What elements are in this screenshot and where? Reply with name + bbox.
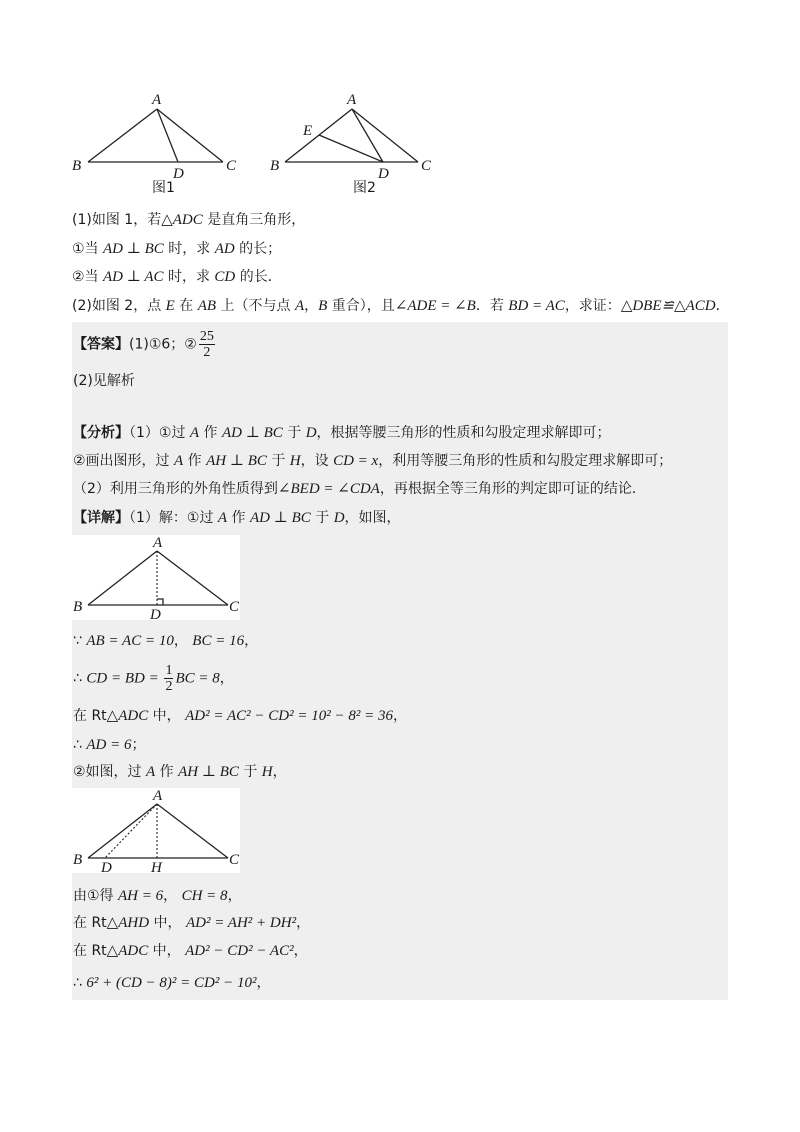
math-expression: AD ⊥ BC xyxy=(103,241,164,257)
math-expression: △ADC xyxy=(161,212,203,228)
math-expression: △AHD xyxy=(106,915,150,931)
vertex-label-d: D xyxy=(150,607,161,620)
math-expression: AH ⊥ BC xyxy=(178,764,239,780)
figure-4-drawing xyxy=(72,788,240,873)
detail-text: ， xyxy=(296,915,311,931)
question-part1-case2 xyxy=(72,268,282,286)
detail-text: （1）解：①过 xyxy=(129,510,218,526)
math-expression: AD² = AC² − CD² = 10² − 8² = 36 xyxy=(185,708,393,724)
figure-3 xyxy=(72,535,240,620)
detail-text: ②如图，过 xyxy=(73,764,147,780)
analysis-line-2 xyxy=(73,452,672,470)
detail-text: ∴ xyxy=(73,737,87,753)
detail-text: ， xyxy=(227,888,242,904)
question-text: (2)如图 2，点 xyxy=(72,298,166,314)
detail-text: 在 Rt xyxy=(73,943,107,959)
detail-text: ， xyxy=(219,670,234,687)
answer-text: (2)见解析 xyxy=(73,373,135,389)
math-expression: CH = 8 xyxy=(181,888,228,904)
detail-line-10 xyxy=(73,974,271,992)
math-expression: AD² = AH² + DH² xyxy=(185,915,297,931)
analysis-text: 于 xyxy=(282,425,306,441)
detail-line-6 xyxy=(73,763,287,781)
detail-text: 中， xyxy=(149,915,186,931)
detail-text: ， xyxy=(293,943,308,959)
math-expression: B xyxy=(318,298,328,314)
analysis-text: ②画出图形，过 xyxy=(73,453,175,469)
detail-line-3 xyxy=(73,663,234,694)
math-expression: D xyxy=(333,510,345,526)
math-expression: AD ⊥ AC xyxy=(103,269,164,285)
fraction xyxy=(199,329,215,360)
answer-tag: 【答案】 xyxy=(73,336,129,353)
detail-text: ∴ xyxy=(73,975,87,991)
detail-text: ， xyxy=(163,888,182,904)
detail-line-7 xyxy=(73,887,242,905)
vertex-label-b: B xyxy=(270,158,280,174)
analysis-line-1 xyxy=(73,424,611,442)
vertex-label-d: D xyxy=(173,166,184,182)
vertex-label-c: C xyxy=(229,852,240,868)
analysis-text: 作 xyxy=(183,453,207,469)
vertex-label-a: A xyxy=(152,92,162,108)
solution-panel xyxy=(72,322,728,1000)
detail-text: 在 Rt xyxy=(73,708,107,724)
detail-text: 作 xyxy=(155,764,179,780)
question-text: 在 xyxy=(174,298,198,314)
answer-text: (1)①6；② xyxy=(129,336,197,353)
question-part1 xyxy=(72,211,305,229)
question-text: ．若 xyxy=(475,298,509,314)
figure-1 xyxy=(60,88,250,200)
detail-text: ∴ xyxy=(73,670,87,687)
math-expression: H xyxy=(289,453,301,469)
fraction-numerator: 1 xyxy=(165,663,173,678)
math-expression: 6² + (CD − 8)² = CD² − 10² xyxy=(86,975,257,991)
detail-text: ， xyxy=(272,764,287,780)
question-text: 上（不与点 xyxy=(216,298,295,314)
detail-text: ； xyxy=(131,737,146,753)
figure-2 xyxy=(260,88,450,200)
detail-line-1 xyxy=(73,509,401,527)
question-text: 时，求 xyxy=(163,269,215,285)
right-angle-mark xyxy=(157,599,163,605)
detail-text: 中， xyxy=(148,943,186,959)
math-expression: AD = 6 xyxy=(86,737,132,753)
segment-ac xyxy=(157,551,228,605)
fraction-numerator: 25 xyxy=(199,329,214,344)
math-expression: AB = AC = 10 xyxy=(86,633,174,649)
math-expression: A xyxy=(294,298,305,314)
question-part2 xyxy=(72,297,730,315)
math-expression: BC = 16 xyxy=(192,633,245,649)
figure-4 xyxy=(72,788,240,873)
detail-text: ， xyxy=(392,708,407,724)
figure-caption: 图1 xyxy=(152,180,175,196)
analysis-text: （2）利用三角形的外角性质得到 xyxy=(73,481,278,497)
math-expression: △DBE≌△ACD xyxy=(620,298,716,314)
math-expression: A xyxy=(189,425,200,441)
vertex-label-c: C xyxy=(229,599,240,615)
math-expression: D xyxy=(305,425,317,441)
math-expression: E xyxy=(165,298,175,314)
detail-text: ，如图， xyxy=(344,510,401,526)
segment-ab xyxy=(285,109,352,162)
analysis-text: ，利用等腰三角形的性质和勾股定理求解即可； xyxy=(378,453,673,469)
vertex-label-b: B xyxy=(73,599,83,615)
math-expression: ∠BED = ∠CDA xyxy=(277,481,380,497)
detail-line-9 xyxy=(73,942,308,960)
fraction xyxy=(164,663,173,694)
fraction-denominator: 2 xyxy=(165,679,173,694)
detail-text: 于 xyxy=(238,764,262,780)
math-expression: AH ⊥ BC xyxy=(206,453,267,469)
vertex-label-e: E xyxy=(303,123,313,139)
math-expression: AD ⊥ BC xyxy=(222,425,283,441)
detail-line-4 xyxy=(73,707,407,725)
detail-text: ， xyxy=(256,975,271,991)
question-text: 重合），且 xyxy=(327,298,395,314)
vertex-label-b: B xyxy=(72,158,82,174)
analysis-text: ，根据等腰三角形的性质和勾股定理求解即可； xyxy=(316,425,611,441)
vertex-label-c: C xyxy=(421,158,432,174)
detail-text: 于 xyxy=(310,510,334,526)
math-expression: △ADC xyxy=(106,708,149,724)
figure-caption: 图2 xyxy=(353,180,376,196)
math-expression: H xyxy=(261,764,273,780)
question-text: ，求证： xyxy=(564,298,621,314)
answer-part2-line xyxy=(73,372,135,390)
analysis-line-3 xyxy=(73,480,646,498)
math-expression: △ADC xyxy=(106,943,149,959)
analysis-text: （1）①过 xyxy=(129,425,190,441)
question-text: 是直角三角形， xyxy=(202,212,306,228)
detail-text: 作 xyxy=(227,510,250,526)
detail-line-8 xyxy=(73,914,310,932)
math-expression: BD = AC xyxy=(508,298,565,314)
segment-ab xyxy=(88,551,157,605)
question-text: ②当 xyxy=(72,269,104,285)
analysis-text: 于 xyxy=(266,453,290,469)
math-expression: A xyxy=(174,453,184,469)
analysis-tag: 【分析】 xyxy=(73,425,129,441)
vertex-label-d: D xyxy=(101,860,112,873)
math-expression: CD xyxy=(214,269,236,285)
math-expression: CD = BD = xyxy=(86,670,163,687)
detail-text: ∵ xyxy=(73,633,87,649)
vertex-label-a: A xyxy=(153,535,163,551)
question-text: (1)如图 1，若 xyxy=(72,212,162,228)
analysis-text: ，设 xyxy=(300,453,334,469)
math-expression: CD = x xyxy=(333,453,379,469)
math-expression: A xyxy=(146,764,156,780)
question-text: 的长． xyxy=(235,269,282,285)
segment-ab xyxy=(88,804,157,858)
question-text: ， xyxy=(304,298,319,314)
detail-line-2 xyxy=(73,632,258,650)
vertex-label-b: B xyxy=(73,852,83,868)
question-text: 时，求 xyxy=(163,241,215,257)
segment-ac xyxy=(157,804,228,858)
math-expression: AD ⊥ BC xyxy=(250,510,311,526)
vertex-label-a: A xyxy=(153,788,163,804)
answer-line xyxy=(73,329,217,360)
fraction-denominator: 2 xyxy=(203,345,211,360)
figure-3-drawing xyxy=(72,535,240,620)
dashed-segment-ad xyxy=(105,804,157,858)
math-expression: AB xyxy=(197,298,217,314)
detail-text: 在 Rt xyxy=(73,915,107,931)
math-expression: BC = 8 xyxy=(175,670,220,687)
question-text: ． xyxy=(715,298,730,314)
analysis-text: ，再根据全等三角形的判定即可证的结论． xyxy=(379,481,646,497)
math-expression: AD xyxy=(214,241,235,257)
math-expression: A xyxy=(217,510,228,526)
vertex-label-h: H xyxy=(151,860,162,873)
segment-ab xyxy=(88,109,157,162)
math-expression: ∠ADE = ∠B xyxy=(394,298,476,314)
detail-text: ， xyxy=(244,633,259,649)
vertex-label-a: A xyxy=(347,92,357,108)
question-text: 的长； xyxy=(234,241,282,257)
detail-text: 由①得 xyxy=(73,888,119,904)
detail-line-5 xyxy=(73,736,145,754)
question-text: ①当 xyxy=(72,241,104,257)
math-expression: AH = 6 xyxy=(118,888,164,904)
segment-ad xyxy=(352,109,383,162)
detail-text: 中， xyxy=(148,708,186,724)
question-part1-case1 xyxy=(72,240,281,258)
segment-ac xyxy=(352,109,418,162)
vertex-label-c: C xyxy=(226,158,237,174)
detail-text: ， xyxy=(173,633,193,649)
analysis-text: 作 xyxy=(199,425,222,441)
vertex-label-d: D xyxy=(378,166,389,182)
math-expression: AD² − CD² − AC² xyxy=(185,943,294,959)
segment-ed xyxy=(319,135,383,162)
detail-tag: 【详解】 xyxy=(73,510,129,526)
